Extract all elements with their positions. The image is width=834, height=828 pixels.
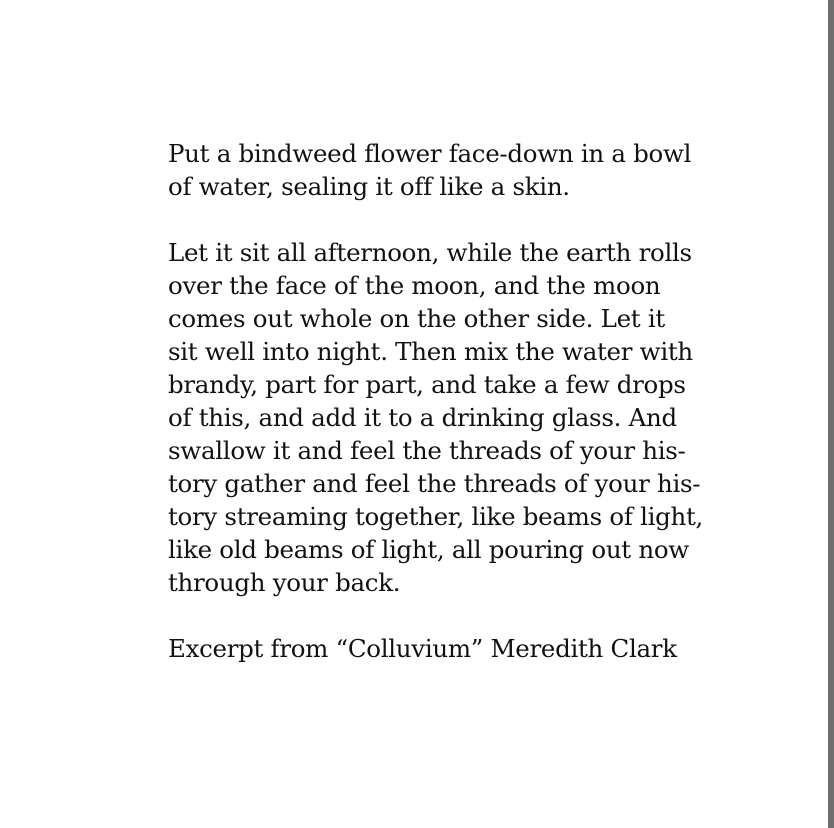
- poem-line: Put a bindweed flower face-down in a bowl: [168, 139, 692, 168]
- poem-excerpt: [168, 137, 704, 665]
- poem-line: over the face of the moon, and the moon: [168, 271, 661, 300]
- stanza-break: [168, 203, 658, 236]
- poem-line: through your back.: [168, 568, 401, 597]
- stanza-break: [168, 599, 658, 632]
- poem-line: brandy, part for part, and take a few drops: [168, 370, 686, 399]
- poem-line: of water, sealing it off like a skin.: [168, 172, 570, 201]
- poem-line: comes out whole on the other side. Let it: [168, 304, 665, 333]
- poem-line: of this, and add it to a drinking glass. And: [168, 403, 677, 432]
- poem-line: tory streaming together, like beams of light,: [168, 502, 704, 531]
- poem-line: Let it sit all afternoon, while the earth rolls: [168, 238, 692, 267]
- poem-line: like old beams of light, all pouring out now: [168, 535, 689, 564]
- poem-line: tory gather and feel the threads of your his-: [168, 469, 701, 498]
- poem-line: sit well into night. Then mix the water with: [168, 337, 693, 366]
- page-edge-shadow: [828, 0, 834, 828]
- poem-line: swallow it and feel the threads of your his-: [168, 436, 686, 465]
- attribution: Excerpt from “Colluvium” Meredith Clark: [168, 634, 677, 663]
